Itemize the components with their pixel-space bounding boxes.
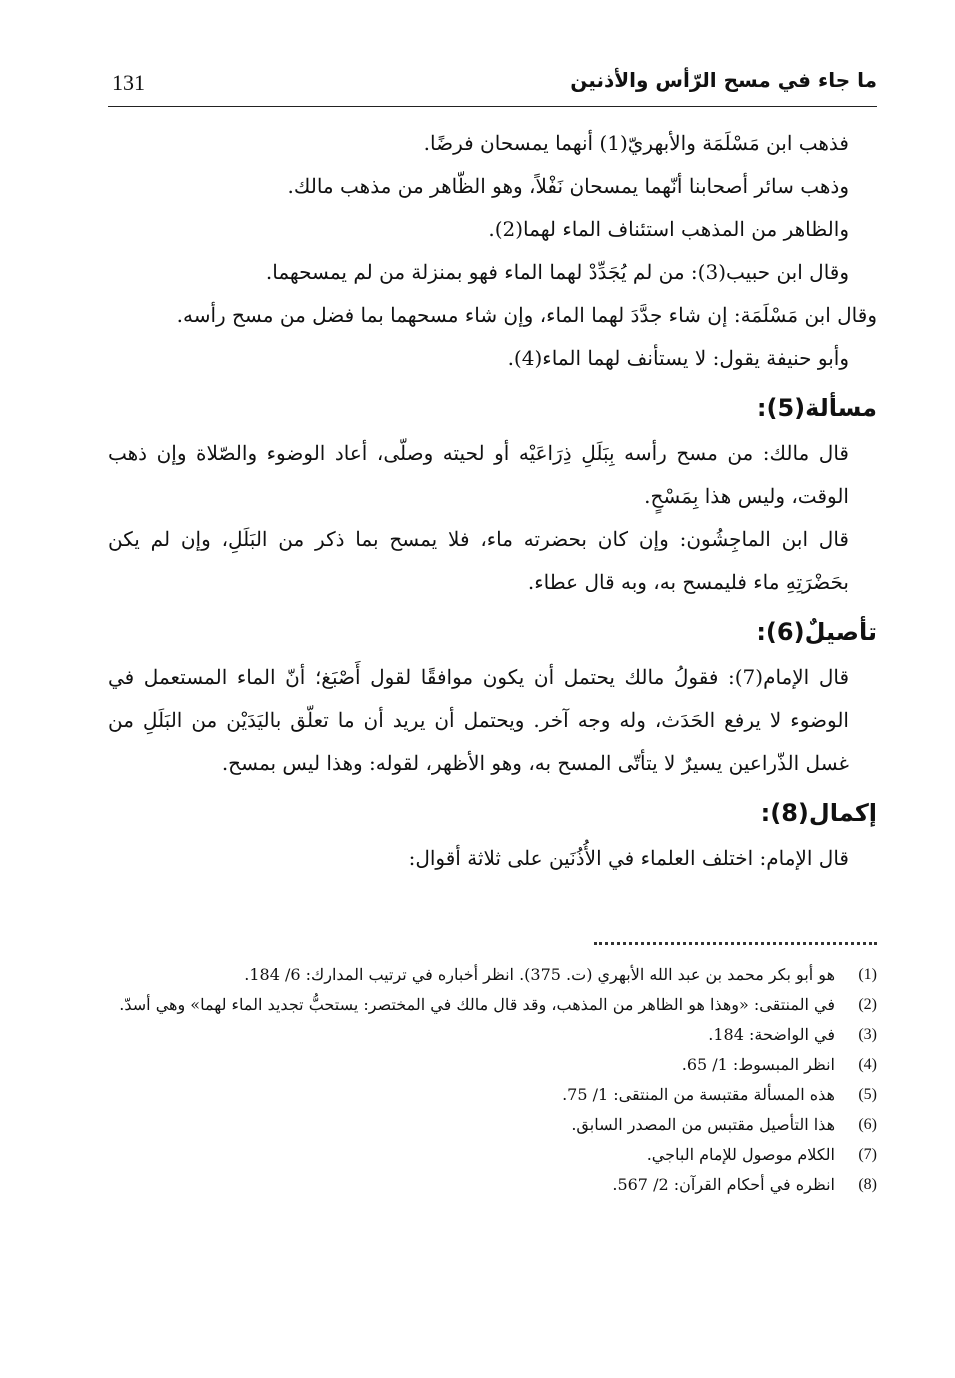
footnote: [108, 1020, 877, 1050]
text-line: فذهب ابن مَسْلَمَة والأبهريّ(1) أنهما يمسحان فرضًا.: [423, 131, 849, 155]
footnote-number: (5): [858, 1086, 877, 1103]
paragraph: قال الإمام(7): فقولُ مالك يحتمل أن يكون موافقًا لقول أَصْبَغ؛ أنّ الماء المستعمل في الوضوء لا يرفع الحَدَث، وله وجه آخر. ويحتمل أن يريد أن ما تعلّق باليَدَيْن من البَلَلِ من غسل الذّراعين يسيرٌ لا يتأتّى المسح به، وهو الأظهر، لقوله: وهذا ليس بمسح.: [108, 665, 850, 775]
page-header: [108, 66, 877, 107]
section-heading-taasil: تأصيلٌ(6):: [756, 618, 877, 646]
footnote-text: هو أبو بكر محمد بن عبد الله الأبهري (ت. 375). انظر أخباره في ترتيب المدارك: 6/ 184.: [244, 965, 835, 984]
footnote-text: انظر المبسوط: 1/ 65.: [681, 1055, 835, 1074]
footnote: [108, 1110, 877, 1140]
text-line: والظاهر من المذهب استئناف الماء لهما(2).: [488, 217, 849, 241]
footnote-separator: [594, 940, 877, 946]
section-heading-ikmal: إكمال(8):: [760, 799, 877, 827]
footnote-number: (4): [858, 1056, 877, 1073]
footnote-number: (7): [858, 1146, 877, 1163]
footnote-text: الكلام موصول للإمام الباجي.: [646, 1145, 835, 1164]
running-title: ما جاء في مسح الرّأس والأذنين: [570, 68, 877, 92]
footnote-text: في المنتقى: «وهذا هو الظاهر من المذهب، وقد قال مالك في المختصر: يستحبُّ تجديد الماء لهما» وهي أسدّ.: [119, 995, 835, 1014]
footnote: [108, 1170, 877, 1200]
footnote: [108, 1080, 877, 1110]
footnotes: [108, 960, 877, 1200]
paragraph: قال ابن الماجِشُون: وإن كان بحضرته ماء، فلا يمسح بما ذكر من البَلَلِ، وإن لم يكن بحَضْرَتِهِ ماء فليمسح به، وبه قال عطاء.: [108, 527, 849, 594]
footnote-text: هذا التأصيل مقتبس من المصدر السابق.: [571, 1115, 835, 1134]
footnote-text: انظره في أحكام القرآن: 2/ 567.: [612, 1175, 835, 1194]
footnote: [108, 1050, 877, 1080]
footnote: [108, 960, 877, 990]
text-line: وذهب سائر أصحابنا أنّهما يمسحان نَفْلاً، وهو الظّاهر من مذهب مالك.: [287, 174, 849, 198]
footnote-number: (8): [858, 1176, 877, 1193]
footnote-text: هذه المسألة مقتبسة من المنتقى: 1/ 75.: [562, 1085, 835, 1104]
page-number: 131: [112, 70, 145, 95]
footnote-text: في الواضحة: 184.: [708, 1025, 835, 1044]
paragraph: قال الإمام: اختلف العلماء في الأُذُنَين على ثلاثة أقوال:: [408, 846, 849, 870]
main-text: [108, 122, 877, 880]
text-line: وقال ابن حبيب(3): من لم يُجَدِّدْ لهما الماء فهو بمنزلة من لم يمسحهما.: [265, 260, 849, 284]
footnote-number: (3): [858, 1026, 877, 1043]
text-line: وقال ابن مَسْلَمَة: إن شاء جدَّدَ لهما الماء، وإن شاء مسحهما بما فضل من مسح رأسه.: [176, 303, 877, 327]
footnote: [108, 990, 877, 1020]
footnote-number: (1): [858, 966, 877, 983]
footnote-number: (2): [858, 996, 877, 1013]
section-heading-masala: مسألة(5):: [756, 394, 877, 422]
footnote-number: (6): [858, 1116, 877, 1133]
paragraph: قال مالك: من مسح رأسه بِبَلَلِ ذِرَاعَيْه أو لحيته وصلّى، أعاد الوضوء والصّلاة وإن ذهب الوقت، وليس هذا بِمَسْحٍ.: [108, 441, 849, 508]
footnote: [108, 1140, 877, 1170]
text-line: وأبو حنيفة يقول: لا يستأنف لهما الماء(4).: [507, 346, 849, 370]
